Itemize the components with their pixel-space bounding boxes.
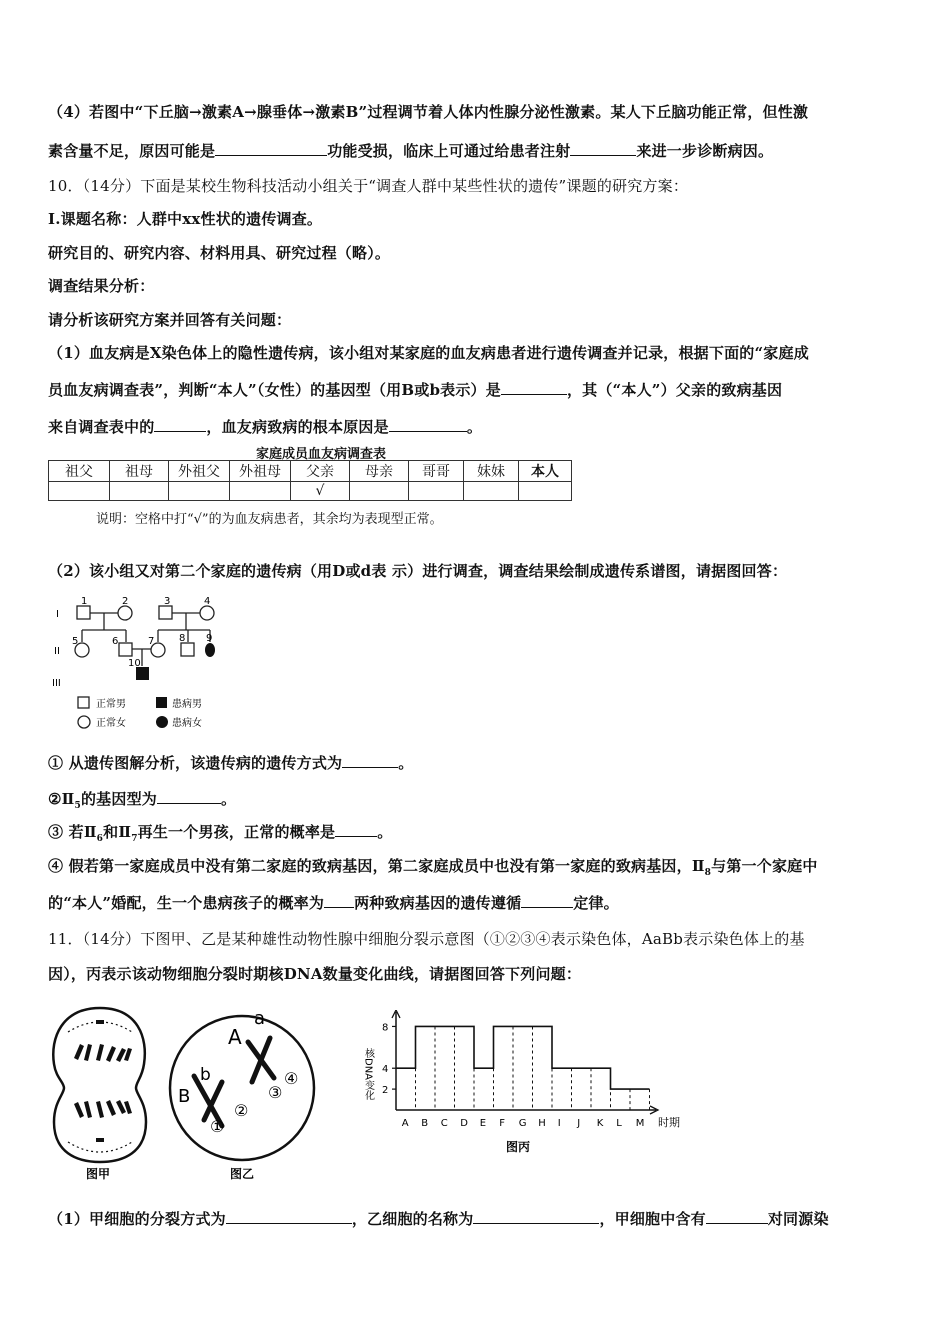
gene-label: a [254,1008,266,1029]
chart-x-label: 时期 [658,1116,680,1129]
survey-table [48,460,572,501]
survey-header-cell: 祖母 [110,461,169,482]
chart-category-label: I [557,1118,561,1129]
chart-category-label: A [401,1118,409,1129]
q10-sub4-text-d: 两种致病基因的遗传遵循 [354,894,522,912]
survey-header-cell: 祖父 [49,461,110,482]
q10-p1-line1: （1）血友病是X染色体上的隐性遗传病，该小组对某家庭的血友病患者进行遗传调查并记录，根据下面的“家庭成 [48,344,809,362]
q10-sub4-text-b: 与第一个家庭中 [711,857,818,875]
legend-normal-male-icon [78,697,89,708]
pedigree-individual-2 [118,606,132,620]
answer-blank-law[interactable] [521,893,573,908]
q10-sub3-subscript: 7 [131,834,138,844]
q10-sub2-end: 。 [220,790,237,808]
pedigree-number: 4 [204,596,211,607]
pedigree-individual-6 [119,643,132,656]
q10-sub1 [48,752,413,773]
pedigree-number: 1 [81,596,88,607]
survey-table-title: 家庭成员血友病调查表 [256,447,387,462]
q9-part4-text-a: 素含量不足，原因可能是 [48,142,216,160]
q9-part4-line1: （4）若图中“下丘脑→激素A→腺垂体→激素B”过程调节着人体内性腺分泌性激素。某人下丘脑功能正常，但性激 [48,103,809,121]
q9-part4-line2 [48,140,773,161]
chart-category-label: F [499,1118,506,1129]
pedigree-number: 5 [72,636,79,647]
q9-part4-text-c: 来进一步诊断病因。 [636,142,774,160]
answer-blank-child-probability[interactable] [324,893,354,908]
pedigree-number: 6 [112,636,119,647]
survey-header-cell: 哥哥 [409,461,464,482]
answer-blank-genotype-ii5[interactable] [157,789,221,804]
chart-category-label: D [460,1118,468,1129]
q10-header: 10．（14分）下面是某校生物科技活动小组关于“调查人群中某些性状的遗传”课题的研究方案： [48,177,689,195]
chart-y-label: 核DNA变化 [362,1048,374,1101]
q10-sub4-line2 [48,892,619,913]
q10-sub4-end: 定律。 [573,894,619,912]
q10-analysis: 调查结果分析： [48,277,155,295]
q10-p1-text-a: 员血友病调查表”，判断“本人”（女性）的基因型（用B或b表示）是 [48,381,501,399]
chart-y-tick-label: 4 [382,1064,389,1076]
chart-category-label: K [596,1118,604,1129]
q10-sub1-text: ① 从遗传图解分析，该遗传病的遗传方式为 [48,754,343,772]
chromosome-label: ② [234,1101,249,1120]
figure-bing-chart [356,1010,696,1160]
gene-label: A [228,1025,242,1049]
pedigree-chart [48,594,238,734]
q10-sub3-text-c: 再生一个男孩，正常的概率是 [137,823,336,841]
answer-blank-cause[interactable] [389,417,467,432]
chart-title: 图丙 [506,1140,531,1154]
q10-sub4-line1 [48,855,818,878]
legend-label: 患病女 [172,718,202,729]
q10-sub3-end: 。 [377,823,393,841]
q9-part4-text-b: 功能受损，临床上可通过给患者注射 [327,142,571,160]
q10-topic: I.课题名称：人群中xx性状的遗传调查。 [48,210,323,228]
q10-sub2-subscript: 5 [74,801,81,811]
q11-line1: 11．（14分）下图甲、乙是某种雄性动物性腺中细胞分裂示意图（①②③④表示染色体，AaBb表示染色体上的基 [48,930,805,948]
pedigree-gen-label: III [52,678,61,689]
pedigree-number: 3 [164,596,171,607]
pedigree-individual-9 [205,643,215,657]
figure-yi-caption: 图乙 [230,1167,255,1181]
q10-p1-text-b: ，其（“本人”）父亲的致病基因 [566,381,783,399]
survey-value-cell [409,482,464,501]
q10-ask: 请分析该研究方案并回答有关问题： [48,311,292,329]
survey-header-cell: 父亲 [291,461,350,482]
q10-p1-line2 [48,379,782,400]
answer-blank-probability[interactable] [335,822,377,837]
q11-p1-text-d: 对同源染 [767,1210,829,1228]
chart-category-label: E [479,1118,487,1129]
figure-jia-caption: 图甲 [86,1167,111,1181]
gene-label: b [200,1065,211,1085]
survey-value-cell [519,482,572,501]
pedigree-gen-label: I [56,609,59,620]
survey-value-cell [110,482,169,501]
chart-y-tick-label: 2 [382,1085,389,1097]
survey-header-cell: 母亲 [350,461,409,482]
survey-header-row [49,461,572,482]
pedigree-number: 8 [179,633,186,644]
pedigree-individual-8 [181,643,194,656]
survey-value-cell [464,482,519,501]
pedigree-individual-3 [159,606,172,619]
survey-value-cell [230,482,291,501]
chart-y-tick-label: 8 [382,1022,389,1034]
legend-normal-female-icon [78,716,90,728]
chart-category-label: M [635,1118,645,1129]
q10-purpose: 研究目的、研究内容、材料用具、研究过程（略）。 [48,244,391,262]
survey-value-cell [350,482,409,501]
chart-plot-area [382,1010,658,1129]
q10-sub2-text-b: 的基因型为 [80,790,157,808]
chart-category-label: G [518,1118,527,1129]
pedigree-individual-4 [200,606,214,620]
q10-p1-line3 [48,416,482,437]
chromosome-label: ④ [284,1069,299,1088]
q10-p1-text-d: ，血友病致病的根本原因是 [206,418,389,436]
answer-blank-homolog-pairs[interactable] [706,1209,768,1224]
survey-value-row [49,482,572,501]
pedigree-number: 7 [148,636,155,647]
answer-blank-cell-name[interactable] [473,1209,599,1224]
chart-category-label: J [577,1118,581,1129]
answer-blank-inheritance[interactable] [342,753,398,768]
q10-p2: （2）该小组又对第二个家庭的遗传病（用D或d表 示）进行调查，调查结果绘制成遗传系谱图，请据图回答： [48,562,788,580]
q10-sub3 [48,821,392,844]
q10-sub4-text-c: 的“本人”婚配，生一个患病孩子的概率为 [48,894,325,912]
q10-sub3-text: ③ 若Ⅱ [48,823,97,841]
answer-blank-genotype[interactable] [501,380,567,395]
chromosome-label: ③ [268,1083,283,1102]
survey-table-note: 说明：空格中打“√”的为血友病患者，其余均为表现型正常。 [96,512,443,527]
q10-p1-text-c: 来自调查表中的 [48,418,155,436]
legend-label: 患病男 [172,699,202,710]
q11-p1 [48,1208,829,1229]
survey-header-cell: 外祖父 [169,461,230,482]
chart-category-label: H [538,1118,546,1129]
q10-sub4-text: ④ 假若第一家庭成员中没有第二家庭的致病基因，第二家庭成员中也没有第一家庭的致病基因，Ⅱ [48,857,705,875]
survey-value-cell: √ [291,482,350,501]
q10-sub2-text: ②Ⅱ [48,790,75,808]
answer-blank-hormone[interactable] [570,141,636,156]
pedigree-number: 10 [128,658,141,669]
pedigree-individual-1 [77,606,90,619]
q10-sub3-subscript: 6 [96,834,104,844]
answer-blank-gland[interactable] [215,141,327,156]
survey-header-cell: 外祖母 [230,461,291,482]
figure-yi [164,1002,320,1182]
q10-sub2 [48,788,236,811]
survey-value-cell [169,482,230,501]
chart-category-label: B [421,1118,429,1129]
legend-affected-female-icon [156,716,168,728]
chart-category-label: C [440,1118,448,1129]
pedigree-number: 2 [122,596,129,607]
pedigree-gen-label: II [54,646,60,657]
q11-p1-text-b: ，乙细胞的名称为 [351,1210,474,1228]
chromosome-label: ① [210,1117,225,1136]
q11-p1-text-a: （1）甲细胞的分裂方式为 [48,1210,226,1228]
gene-label: B [178,1086,191,1107]
legend-affected-male-icon [156,697,167,708]
answer-blank-division-type[interactable] [226,1209,352,1224]
chart-category-label: L [616,1118,622,1129]
chart-dna-series-line [396,1026,650,1089]
legend-label: 正常男 [96,699,126,710]
answer-blank-source[interactable] [154,417,206,432]
q11-line2: 因），丙表示该动物细胞分裂时期核DNA数量变化曲线，请据图回答下列问题： [48,965,582,983]
legend-label: 正常女 [96,718,126,729]
q10-sub3-text-b: 和Ⅱ [103,823,132,841]
figure-jia [44,1002,156,1182]
pedigree-number: 9 [206,633,213,644]
q10-sub4-subscript: 8 [704,868,712,878]
survey-value-cell [49,482,110,501]
q10-p1-text-e: 。 [466,418,483,436]
survey-header-cell: 妹妹 [464,461,519,482]
survey-header-cell: 本人 [519,461,572,482]
q10-sub1-end: 。 [398,754,414,772]
q11-p1-text-c: ，甲细胞中含有 [599,1210,706,1228]
